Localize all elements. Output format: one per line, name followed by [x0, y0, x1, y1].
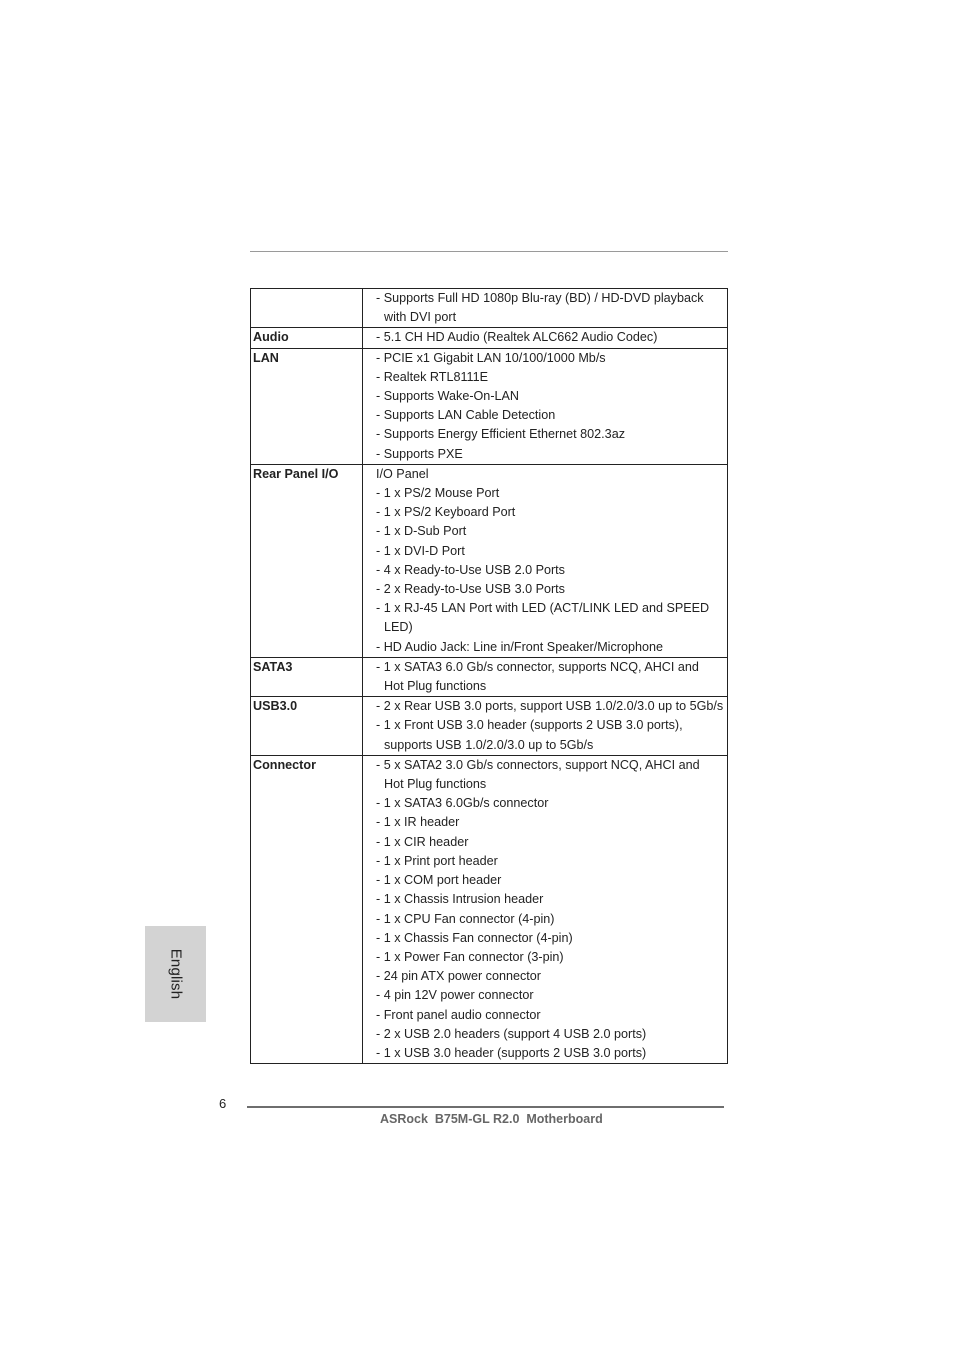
spec-value-line: - 5.1 CH HD Audio (Realtek ALC662 Audio Codec) [376, 330, 658, 345]
spec-value-line: - 4 x Ready-to-Use USB 2.0 Ports [376, 562, 565, 577]
spec-label-cell [251, 348, 363, 464]
spec-value-cell [363, 657, 728, 696]
footer-title: ASRock B75M-GL R2.0 Motherboard [380, 1112, 603, 1126]
spec-value-line: LED) [384, 620, 413, 635]
spec-value-line: - 24 pin ATX power connector [376, 969, 541, 984]
spec-value-line: - 4 pin 12V power connector [376, 988, 534, 1003]
spec-row [251, 289, 728, 328]
spec-value-cell [363, 328, 728, 348]
spec-value-line: - 1 x Chassis Intrusion header [376, 892, 544, 907]
spec-value-line: - PCIE x1 Gigabit LAN 10/100/1000 Mb/s [376, 350, 606, 365]
spec-value-line: Hot Plug functions [384, 679, 487, 694]
spec-row [251, 697, 728, 756]
spec-label-cell [251, 697, 363, 756]
spec-label: Rear Panel I/O [253, 466, 339, 481]
page-number: 6 [219, 1096, 227, 1111]
spec-value-line: - 1 x PS/2 Mouse Port [376, 486, 500, 501]
spec-value-line: - 1 x Power Fan connector (3-pin) [376, 949, 564, 964]
spec-value-cell [363, 697, 728, 756]
spec-label: SATA3 [253, 659, 293, 674]
spec-value-cell [363, 755, 728, 1063]
language-tab [145, 926, 206, 1022]
spec-value-line: - 1 x RJ-45 LAN Port with LED (ACT/LINK LED and SPEED [376, 601, 710, 616]
spec-value-line: - 2 x Rear USB 3.0 ports, support USB 1.0/2.0/3.0 up to 5Gb/s [376, 699, 724, 714]
spec-row [251, 348, 728, 464]
specification-table [250, 288, 728, 1064]
spec-label-cell [251, 289, 363, 328]
spec-label-cell [251, 755, 363, 1063]
spec-label: LAN [253, 350, 279, 365]
spec-value-cell [363, 289, 728, 328]
spec-value-line: - 1 x DVI-D Port [376, 543, 465, 558]
spec-label-cell [251, 328, 363, 348]
spec-row [251, 657, 728, 696]
spec-value-line: - 1 x USB 3.0 header (supports 2 USB 3.0 ports) [376, 1045, 647, 1060]
spec-value-line: - Supports LAN Cable Detection [376, 408, 556, 423]
spec-value-line: - 1 x D-Sub Port [376, 524, 467, 539]
spec-value-line: I/O Panel [376, 466, 429, 481]
spec-value-line: - Supports Full HD 1080p Blu-ray (BD) / HD-DVD playback [376, 291, 704, 305]
spec-value-line: - 1 x SATA3 6.0 Gb/s connector, supports NCQ, AHCI and [376, 659, 699, 674]
spec-value-line: - 2 x USB 2.0 headers (support 4 USB 2.0 ports) [376, 1026, 647, 1041]
spec-value-line: - Supports PXE [376, 446, 463, 461]
spec-value-line: - 5 x SATA2 3.0 Gb/s connectors, support NCQ, AHCI and [376, 757, 700, 772]
header-rule [250, 251, 728, 252]
spec-value-line: - Supports Energy Efficient Ethernet 802.3az [376, 427, 625, 442]
spec-value-line: supports USB 1.0/2.0/3.0 up to 5Gb/s [384, 737, 594, 752]
language-tab-label: English [167, 948, 184, 1000]
spec-value-line: with DVI port [384, 310, 457, 325]
specification-table-body [251, 289, 728, 1064]
spec-label-cell [251, 657, 363, 696]
spec-value-line: - Supports Wake-On-LAN [376, 389, 520, 404]
spec-label-cell [251, 464, 363, 657]
spec-value-line: - 1 x CIR header [376, 834, 469, 849]
spec-value-line: - 1 x Front USB 3.0 header (supports 2 USB 3.0 ports), [376, 718, 683, 733]
spec-value-line: - 1 x IR header [376, 815, 460, 830]
spec-label: Connector [253, 757, 316, 772]
footer-rule [247, 1106, 724, 1108]
spec-value-line: - 1 x SATA3 6.0Gb/s connector [376, 796, 549, 811]
spec-row [251, 755, 728, 1063]
spec-value-line: - 1 x PS/2 Keyboard Port [376, 505, 516, 520]
spec-value-cell [363, 348, 728, 464]
spec-value-line: - 1 x Print port header [376, 853, 498, 868]
spec-row [251, 328, 728, 348]
spec-value-line: Hot Plug functions [384, 777, 487, 792]
spec-value-line: - 1 x COM port header [376, 873, 502, 888]
spec-value-line: - 2 x Ready-to-Use USB 3.0 Ports [376, 582, 565, 597]
spec-label: USB3.0 [253, 699, 298, 714]
spec-label: Audio [253, 330, 289, 345]
spec-value-line: - HD Audio Jack: Line in/Front Speaker/Microphone [376, 639, 663, 654]
spec-row [251, 464, 728, 657]
spec-value-line: - 1 x CPU Fan connector (4-pin) [376, 911, 555, 926]
spec-value-line: - Realtek RTL8111E [376, 369, 489, 384]
spec-value-line: - Front panel audio connector [376, 1007, 541, 1022]
spec-value-cell [363, 464, 728, 657]
spec-value-line: - 1 x Chassis Fan connector (4-pin) [376, 930, 573, 945]
